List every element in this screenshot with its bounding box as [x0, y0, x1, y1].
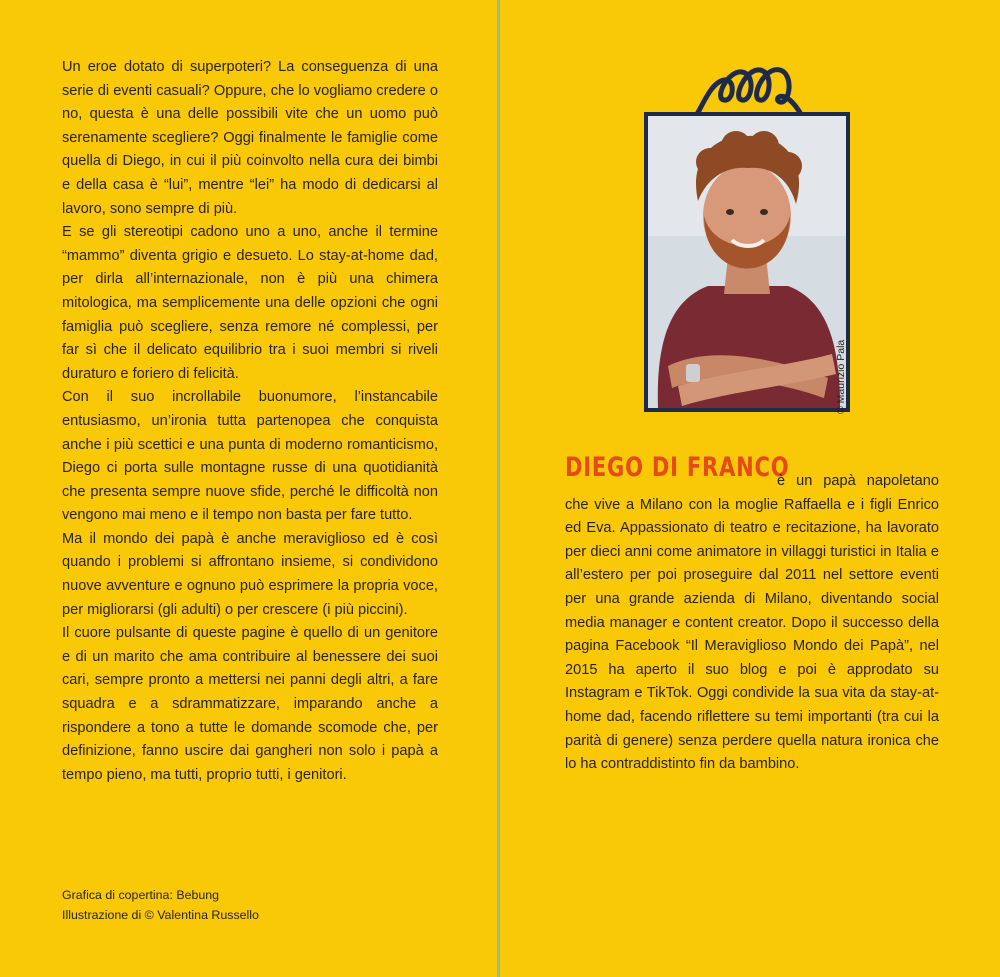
blurb-paragraph-1: Un eroe dotato di superpoteri? La conseguenza di una serie di eventi casuali? Oppure, che lo vogliamo credere o no, questa è una delle possibili vite che un uomo può serenamente scegliere? Oggi finalmente le famiglie come quella di Diego, in cui il più coinvolto nella cura dei bimbi e della casa è “lui”, mentre “lei” ha modo di dedicarsi al lavoro, sono sempre di più. — [62, 59, 438, 217]
author-photo — [644, 112, 850, 412]
author-name: DIEGO DI FRANCO — [565, 452, 790, 483]
frame-curl-ornament — [694, 62, 804, 118]
author-bio: è un papà napoletano che vive a Milano con la moglie Raffaella e i figli Enrico ed Eva. Appassionato di teatro e recitazione, ha lavorato per dieci anni come animatore in villaggi turistici in Italia e all’estero per poi proseguire dal 2011 nel settore eventi per una grande azienda di Milano, diventando social media manager e content creator. Dopo il successo della pagina Facebook “Il Meraviglioso Mondo dei Papà”, nel 2015 ha aperto il suo blog e poi è approdato su Instagram e TikTok. Oggi condivide la sua vita da stay-at-home dad, facendo riflettere su temi importanti (tra cui la parità di genere) senza perdere quella natura ironica che lo ha contraddistinto fin da bambino. — [565, 473, 939, 773]
cover-design-credit: Grafica di copertina: Bebung — [62, 888, 220, 902]
blurb-paragraph-2: E se gli stereotipi cadono uno a uno, anche il termine “mammo” diventa grigio e desueto. Lo stay-at-home dad, per dirla all’internazionale, non è più una chimera mitologica, ma semplicemente una delle opzioni che ogni famiglia può scegliere, senza remore né complessi, per far sì che il delicato equilibrio tra i suoi membri si riveli duraturo e foriero di felicità. — [62, 224, 438, 382]
blurb-paragraph-3: Con il suo incrollabile buonumore, l’instancabile entusiasmo, un’ironia tutta partenopea che conquista anche i più scettici e una punta di moderno romanticismo, Diego ci porta sulle montagne russe di una quotidianità che presenta sempre nuove sfide, perché le difficoltà non vengono mai meno e il tempo non basta per fare tutto. — [62, 389, 438, 524]
blurb-paragraph-4: Ma il mondo dei papà è anche meraviglioso ed è così quando i problemi si affrontano insieme, si condividono nuove avventure e ognuno può esprimere la propria voce, per migliorarsi (gli adulti) o per crescere (i più piccini). — [62, 530, 438, 618]
illustration-credit: Illustrazione di © Valentina Russello — [62, 908, 259, 922]
back-cover-blurb — [62, 56, 438, 787]
book-spine — [497, 0, 500, 977]
photo-credit: © Maurizio Pala — [835, 339, 847, 414]
author-portrait-illustration — [648, 116, 846, 408]
cover-credits — [62, 885, 362, 925]
blurb-paragraph-5: Il cuore pulsante di queste pagine è quello di un genitore e di un marito che ama contribuire al benessere dei suoi cari, sempre pronto a mettersi nei panni degli altri, a fare squadra e a sdrammatizzare, imparando anche a rispondere a tono a tutte le domande scomode che, per definizione, fanno uscire dai gangheri non solo i papà a tempo pieno, ma tutti, proprio tutti, i genitori. — [62, 625, 438, 783]
